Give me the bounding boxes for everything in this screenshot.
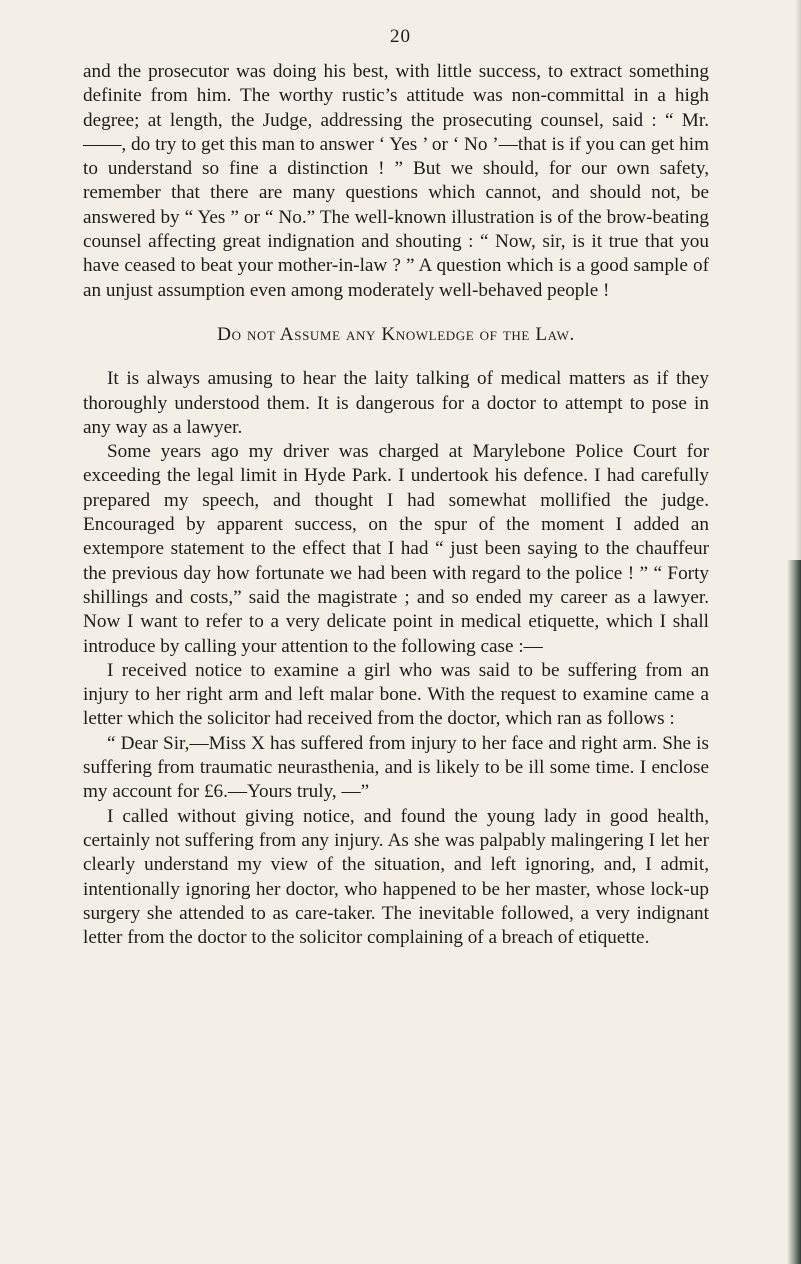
paragraph: I received notice to examine a girl who was said to be suffering from an injury to her right arm and left malar bone. With the request to examine came a letter which the solicitor had received from the doctor, which ran as follows : xyxy=(83,659,709,730)
page-edge-shadow xyxy=(787,560,801,1264)
paragraph-continuation: and the prosecutor was doing his best, with little success, to extract something definite from him. The worthy rustic’s attitude was non-committal in a high degree; at length, the Judge, addressing the prosecuting counsel, said : “ Mr. ——, do try to get this man to answer ‘ Yes ’ or ‘ No ’—that is if you can get him to understand so fine a distinction ! ” But we should, for our own safety, remember that there are many questions which cannot, and should not, be answered by “ Yes ” or “ No.” The well-known illustration is of the brow-beating counsel affecting great indignation and shouting : “ Now, sir, is it true that you have ceased to beat your mother-in-law ? ” A question which is a good sample of an unjust assumption even among moderately well-behaved people ! xyxy=(83,61,709,301)
quoted-letter: “ Dear Sir,—Miss X has suffered from injury to her face and right arm. She is suffering from traumatic neurasthenia, and is likely to be ill some time. I enclose my account for £6.—Yours truly, —” xyxy=(83,732,709,803)
paragraph: I called without giving notice, and found the young lady in good health, certainly not suffering from any injury. As she was palpably malingering I let her clearly understand my view of the situation, and left ignoring, and, I admit, intentionally ignoring her doctor, who happened to be her master, whose lock-up surgery she attended to as care-taker. The inevitable followed, a very indignant letter from the doctor to the solicitor complaining of a breach of etiquette. xyxy=(83,805,709,949)
body-text xyxy=(83,60,709,950)
page-number: 20 xyxy=(390,26,411,47)
page-edge-shadow-top xyxy=(795,0,801,560)
paragraph: Some years ago my driver was charged at Marylebone Police Court for exceeding the legal limit in Hyde Park. I undertook his defence. I had carefully prepared my speech, and thought I had somewhat mollified the judge. Encouraged by apparent success, on the spur of the moment I added an extempore statement to the effect that I had “ just been saying to the chauffeur the previous day how fortunate we had been with regard to the police ! ” “ Forty shillings and costs,” said the magistrate ; and so ended my career as a lawyer. Now I want to refer to a very delicate point in medical etiquette, which I shall introduce by calling your attention to the following case :— xyxy=(83,441,709,657)
section-heading: Do not Assume any Knowledge of the Law. xyxy=(217,323,575,345)
paragraph: It is always amusing to hear the laity talking of medical matters as if they thoroughly understood them. It is dangerous for a doctor to attempt to pose in any way as a lawyer. xyxy=(83,368,709,438)
